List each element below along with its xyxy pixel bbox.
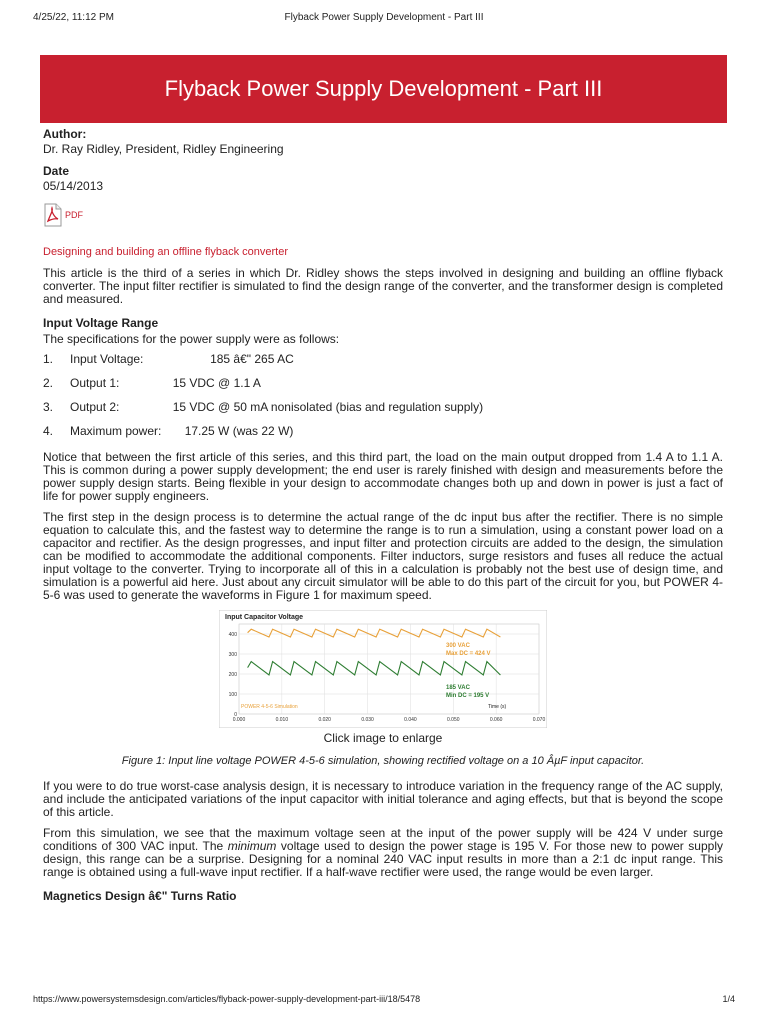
author-label: Author: xyxy=(43,127,87,141)
page-title-banner: Flyback Power Supply Development - Part III xyxy=(40,55,727,123)
print-date: 4/25/22, 11:12 PM xyxy=(33,12,114,23)
x-tick-label: 0.060 xyxy=(489,717,503,723)
y-tick-label: 0 xyxy=(234,712,237,718)
spec-number: 2. xyxy=(43,376,54,390)
author-name: Dr. Ray Ridley, President, Ridley Engineering xyxy=(43,142,284,156)
page-number: 1/4 xyxy=(722,994,735,1004)
x-axis-label: Time (s) xyxy=(488,704,507,710)
spec-number: 3. xyxy=(43,400,54,414)
intro-paragraph: This article is the third of a series in which Dr. Ridley shows the steps involved in designing and building an offline flyback converter. The input filter rectifier is simulated to find the design range of the converter, and the transformer design is completed and measured. xyxy=(43,266,723,306)
spec-list xyxy=(43,353,723,449)
x-tick-label: 0.010 xyxy=(275,717,289,723)
x-tick-label: 0.030 xyxy=(361,717,374,723)
x-tick-label: 0.050 xyxy=(447,717,460,723)
date-label: Date xyxy=(43,164,70,178)
paragraph-load-change: Notice that between the first article of this series, and this third part, the load on the main output dropped from 1.4 A to 1.1 A. This is common during a power supply development; the end user is rarely finished with design and measurements before the power supply design starts. Being flexible in your design to accommodate changes both up and down in power is just a fact of life for power supply engineers. xyxy=(43,450,723,503)
list-item xyxy=(43,401,723,425)
y-tick-label: 300 xyxy=(228,652,237,658)
article-body xyxy=(43,127,723,904)
click-to-enlarge[interactable]: Click image to enlarge xyxy=(323,731,443,745)
series-label-max-dc: Max DC = 424 V xyxy=(446,651,491,657)
section-heading-input-voltage: Input Voltage Range xyxy=(43,316,159,330)
list-item xyxy=(43,377,723,401)
y-tick-label: 400 xyxy=(228,632,237,638)
emphasis: minimum xyxy=(227,839,277,853)
series-label-185vac: 185 VAC xyxy=(446,685,470,691)
text-run: From this simulation, we see that the maximum voltage seen at the input of the power supply will be 424 V under surge conditions of 300 VAC input. The xyxy=(43,826,723,853)
x-tick-label: 0.020 xyxy=(318,717,331,723)
paragraph-simulation-result xyxy=(43,827,723,879)
section-heading-magnetics: Magnetics Design â€" Turns Ratio xyxy=(43,889,237,903)
paragraph-worst-case: If you were to do true worst-case analysis design, it is necessary to introduce variation in the frequency range of the AC supply, and include the anticipated variations of the input capacitor with initial tolerance and aging effects, but that is beyond the scope of this article. xyxy=(43,779,723,819)
x-tick-label: 0.040 xyxy=(404,717,417,723)
print-header xyxy=(33,12,735,28)
y-tick-label: 200 xyxy=(228,672,237,678)
print-title: Flyback Power Supply Development - Part III xyxy=(284,12,484,23)
y-tick-label: 100 xyxy=(228,692,237,698)
list-item xyxy=(43,425,723,449)
publish-date: 05/14/2013 xyxy=(43,179,104,193)
series-label-min-dc: Min DC = 195 V xyxy=(446,693,490,699)
x-tick-label: 0.070 xyxy=(532,717,546,723)
spec-text: Input Voltage: 185 â€" 265 AC xyxy=(70,352,294,366)
series-label-300vac: 300 VAC xyxy=(446,643,470,649)
print-footer xyxy=(33,994,735,1004)
pdf-download[interactable] xyxy=(43,202,723,228)
figure-caption: Figure 1: Input line voltage POWER 4-5-6 simulation, showing rectified voltage on a 10 ÂµF input capacitor. xyxy=(121,755,645,767)
x-tick-label: 0.000 xyxy=(232,717,246,723)
spec-number: 1. xyxy=(43,352,54,366)
spec-text: Output 1: 15 VDC @ 1.1 A xyxy=(70,376,261,390)
spec-number: 4. xyxy=(43,424,54,438)
spec-lead: The specifications for the power supply were as follows: xyxy=(43,332,340,346)
figure-1[interactable] xyxy=(43,610,723,728)
spec-text: Maximum power: 17.25 W (was 22 W) xyxy=(70,424,294,438)
list-item xyxy=(43,353,723,377)
text-run: voltage used to design the power stage is 195 V. For those new to power supply design, this range can be a surprise. Designing for a nominal 240 VAC input results in more than a 2:1 dc input range. This range is obtained using a full-wave input rectifier. If a half-wave rectifier were used, the range would be even larger. xyxy=(43,839,723,879)
input-capacitor-voltage-chart[interactable] xyxy=(219,610,547,728)
pdf-link[interactable]: PDF xyxy=(65,210,83,220)
paragraph-design-process: The first step in the design process is to determine the actual range of the dc input bus after the rectifier. There is no simple equation to calculate this, and the fastest way to determine the range is to run a simulation, using a constant power load on a capacitor and rectifier. As the design progresses, and input filter and protection circuits are added to the design, the simulation can be modified to accommodate the additional components. Filter inductors, surge resistors and fuses all reduce the actual input voltage to the converter. Trying to incorporate all of this in a calculation is probably not the best use of design time, and simulation is a powerful aid here. Just about any circuit simulator will be able to do this part of the circuit for you, but POWER 4-5-6 was used to generate the waveforms in Figure 1 for maximum speed. xyxy=(43,510,723,602)
spec-text: Output 2: 15 VDC @ 50 mA nonisolated (bias and regulation supply) xyxy=(70,400,484,414)
article-subtitle: Designing and building an offline flyback converter xyxy=(43,246,289,258)
footer-url[interactable]: https://www.powersystemsdesign.com/articles/flyback-power-supply-development-part-iii/18/5478 xyxy=(33,994,421,1004)
simulation-annotation: POWER 4-5-6 Simulation xyxy=(241,704,298,710)
pdf-icon xyxy=(43,203,63,227)
chart-title: Input Capacitor Voltage xyxy=(225,614,304,621)
